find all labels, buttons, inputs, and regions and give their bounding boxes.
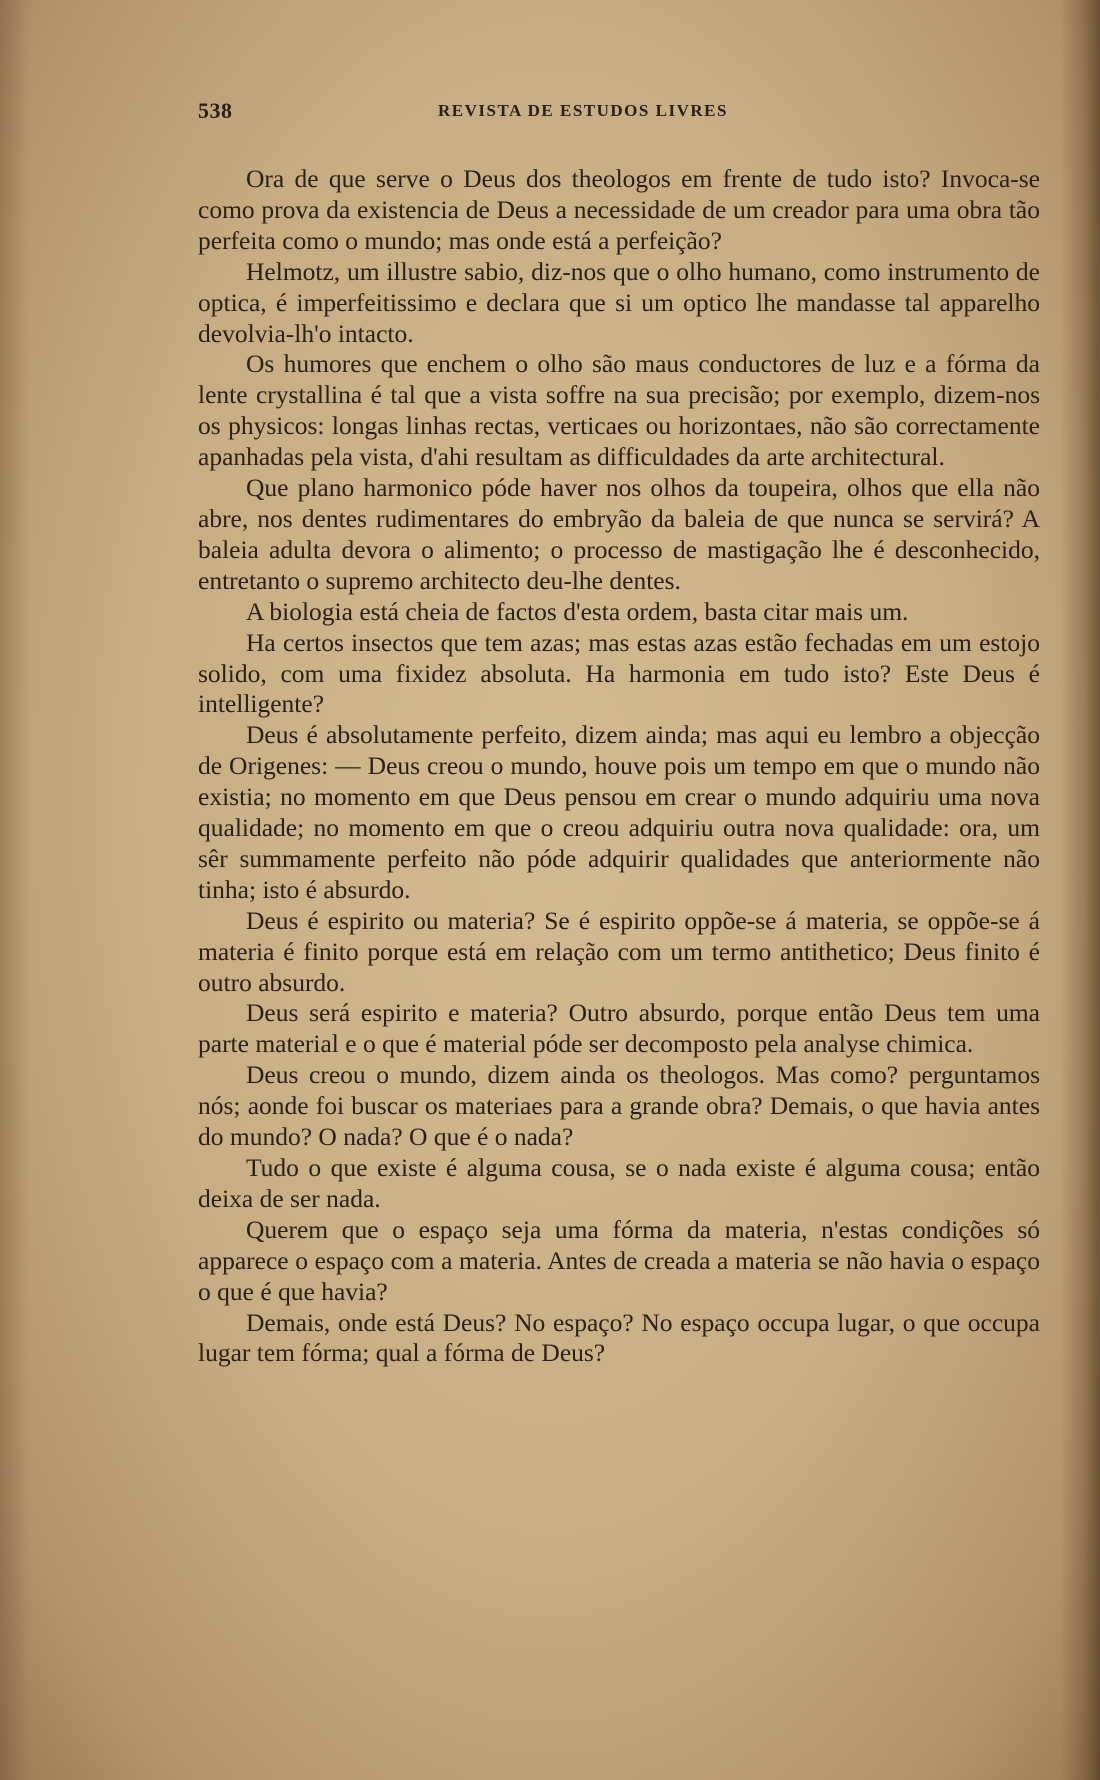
- paragraph: Ora de que serve o Deus dos theologos em frente de tudo isto? Invoca-se como prova da existencia de Deus a necessidade de um creador para uma obra tão perfeita como o mundo; mas onde está a perfeição?: [198, 164, 1040, 255]
- running-title: REVISTA DE ESTUDOS LIVRES: [438, 101, 728, 120]
- paragraph: Os humores que enchem o olho são maus conductores de luz e a fórma da lente crystallina é tal que a vista soffre na sua precisão; por exemplo, dizem-nos os physicos: longas linhas rectas, verticaes ou horizontaes, não são correctamente apanhadas pela vista, d'ahi resultam as difficuldades da arte architectural.: [198, 349, 1040, 472]
- paragraph: Ha certos insectos que tem azas; mas estas azas estão fechadas em um estojo solido, com uma fixidez absoluta. Ha harmonia em tudo isto? Este Deus é intelligente?: [198, 627, 1040, 719]
- page-shadow-right: [1060, 0, 1100, 1780]
- paragraph: Deus será espirito e materia? Outro absurdo, porque então Deus tem uma parte material e o que é material póde ser decomposto pela analyse chimica.: [198, 998, 1040, 1059]
- page-shadow-left: [0, 0, 30, 1780]
- paragraph: Que plano harmonico póde haver nos olhos da toupeira, olhos que ella não abre, nos dentes rudimentares do embryão da baleia de que nunca se servirá? A baleia adulta devora o alimento; o processo de mastigação lhe é desconhecido, entretanto o supremo architecto deu-lhe dentes.: [198, 473, 1040, 595]
- paragraph: Deus creou o mundo, dizem ainda os theologos. Mas como? perguntamos nós; aonde foi buscar os materiaes para a grande obra? Demais, o que havia antes do mundo? O nada? O que é o nada?: [198, 1060, 1040, 1152]
- paragraph: Querem que o espaço seja uma fórma da materia, n'estas condições só apparece o espaço com a materia. Antes de creada a materia se não havia o espaço o que é que havia?: [198, 1214, 1040, 1306]
- page-number: 538: [198, 98, 233, 123]
- paragraph: Helmotz, um illustre sabio, diz-nos que o olho humano, como instrumento de optica, é imperfeitissimo e declara que si um optico lhe mandasse tal apparelho devolvia-lh'o intacto.: [198, 256, 1040, 348]
- paragraph: Deus é espirito ou materia? Se é espirito oppõe-se á materia, se oppõe-se á materia é finito porque está em relação com um termo antithetico; Deus finito é outro absurdo.: [198, 905, 1040, 997]
- paragraph: Deus é absolutamente perfeito, dizem ainda; mas aqui eu lembro a objecção de Origenes: — Deus creou o mundo, houve pois um tempo em que o mundo não existia; no momento em que Deus pensou em crear o mundo adquiriu uma nova qualidade; no momento em que o creou adquiriu outra nova qualidade: ora, um sêr summamente perfeito não póde adquirir qualidades que anteriormente não tinha; isto é absurdo.: [198, 720, 1040, 904]
- paragraph: A biologia está cheia de factos d'esta ordem, basta citar mais um.: [246, 596, 909, 626]
- paragraph: Tudo o que existe é alguma cousa, se o nada existe é alguma cousa; então deixa de ser nada.: [198, 1153, 1040, 1213]
- body-text: [198, 164, 1040, 1369]
- paragraph: Demais, onde está Deus? No espaço? No espaço occupa lugar, o que occupa lugar tem fórma; qual a fórma de Deus?: [198, 1307, 1040, 1368]
- page-header: [198, 98, 1038, 128]
